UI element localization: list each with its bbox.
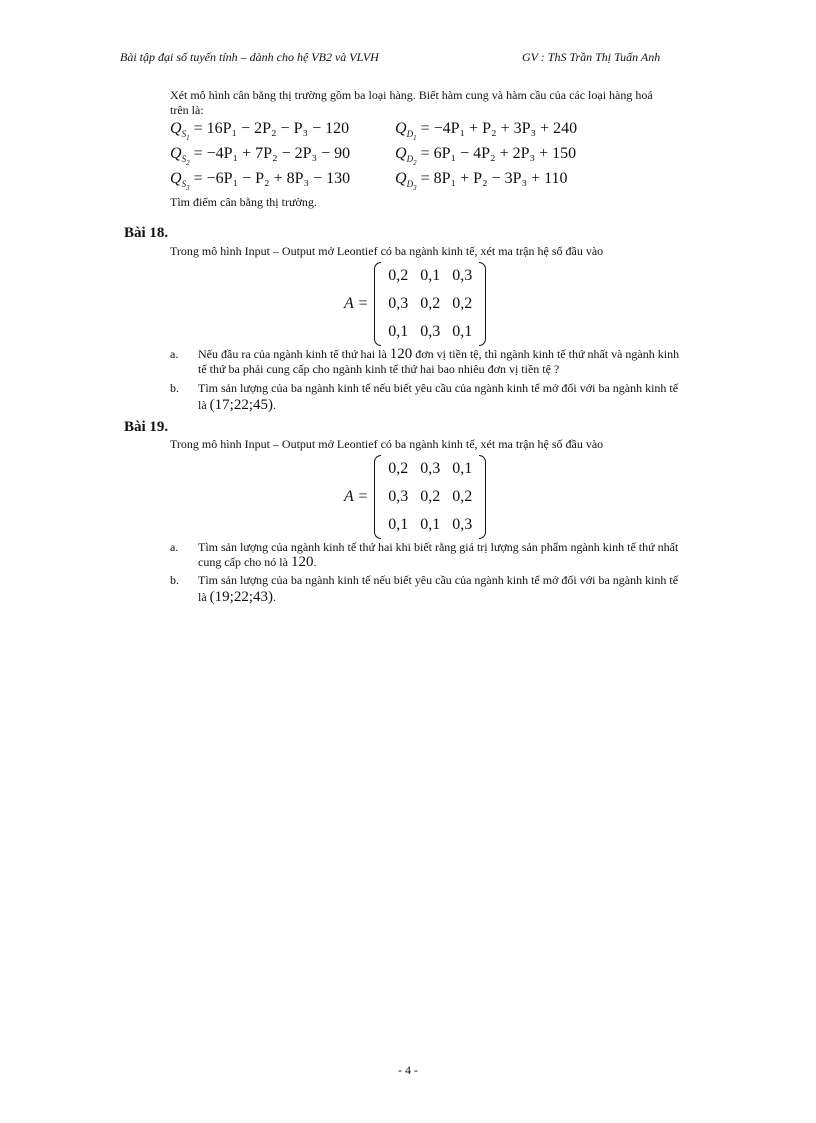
matrix-cell: 0,1: [452, 460, 473, 477]
matrix-cell: 0,2: [388, 460, 409, 477]
matrix-label: A =: [344, 488, 369, 505]
matrix-cell: 0,1: [420, 267, 441, 284]
exercise-19-item-a: a. Tìm sản lượng của ngành kinh tế thứ hai khi biết rằng giá trị lượng sản phẩm ngành kinh tế thứ nhất cung cấp cho nó là 120.: [170, 540, 679, 570]
matrix-label: A =: [344, 295, 369, 312]
exercise-18-item-a: a. Nếu đầu ra của ngành kinh tế thứ hai là 120 đơn vị tiền tệ, thì ngành kinh tế thứ nhất và ngành kinh tế thứ ba phải cung cấp cho ngành kinh tế thứ hai bao nhiêu đơn vị tiền tệ ?: [170, 346, 680, 376]
exercise-19-text: Trong mô hình Input – Output mở Leontief có ba ngành kinh tế, xét ma trận hệ số đầu vào: [170, 437, 604, 451]
exercise-19-item-b: b. Tìm sản lượng của ba ngành kinh tế nếu biết yêu cầu của ngành kinh tế mở đối với ba ngành kinh tế là (19;22;43).: [170, 573, 679, 605]
matrix-cell: 0,3: [452, 516, 473, 533]
matrix-cell: 0,1: [420, 516, 441, 533]
matrix-cell: 0,3: [388, 488, 409, 505]
exercise-19-title: Bài 19.: [124, 419, 169, 435]
demand-equation-2: $Q_{D_2} = 6P_1 - 4P_2 + 2P_3 + 150$: [395, 145, 577, 167]
demand-equation-3: $Q_{D_3} = 8P_1 + P_2 - 3P_3 + 110$: [395, 170, 568, 192]
matrix-cell: 0,3: [388, 295, 409, 312]
header-right: GV : ThS Trần Thị Tuấn Anh: [522, 50, 661, 64]
matrix-cell: 0,2: [388, 267, 409, 284]
matrix-cell: 0,1: [388, 516, 409, 533]
page-number: - 4 -: [398, 1063, 418, 1077]
matrix-cell: 0,2: [452, 295, 473, 312]
matrix-cell: 0,2: [420, 488, 441, 505]
header-left: Bài tập đại số tuyến tính – dành cho hệ VB2 và VLVH: [120, 50, 379, 64]
exercise-18-item-b: b. Tìm sản lượng của ba ngành kinh tế nếu biết yêu cầu của ngành kinh tế mở đối với ba ngành kinh tế là (17;22;45).: [170, 381, 679, 413]
intro-line-2: trên là:: [170, 103, 204, 117]
matrix-cell: 0,3: [452, 267, 473, 284]
supply-equation-2: $Q_{S_2} = -4P_1 + 7P_2 - 2P_3 - 90$: [170, 145, 351, 167]
matrix-cell: 0,3: [420, 323, 441, 340]
exercise-18-text: Trong mô hình Input – Output mở Leontief có ba ngành kinh tế, xét ma trận hệ số đầu vào: [170, 244, 604, 258]
exercise-18-matrix: [344, 262, 486, 346]
matrix-cell: 0,1: [452, 323, 473, 340]
matrix-cell: 0,2: [452, 488, 473, 505]
matrix-cell: 0,3: [420, 460, 441, 477]
matrix-cell: 0,1: [388, 323, 409, 340]
exercise-19-matrix: [344, 455, 486, 539]
supply-equation-1: $Q_{S_1} = 16P_1 - 2P_2 - P_3 - 120$: [170, 120, 350, 142]
intro-line-1: Xét mô hình cân bằng thị trường gồm ba loại hàng. Biết hàm cung và hàm cầu của các loại hàng hoá: [170, 88, 653, 102]
exercise-18-title: Bài 18.: [124, 225, 169, 241]
matrix-cell: 0,2: [420, 295, 441, 312]
demand-equation-1: $Q_{D_1} = -4P_1 + P_2 + 3P_3 + 240$: [395, 120, 578, 142]
intro-task: Tìm điểm cân bằng thị trường.: [170, 195, 317, 209]
supply-equation-3: $Q_{S_3} = -6P_1 - P_2 + 8P_3 - 130$: [170, 170, 351, 192]
